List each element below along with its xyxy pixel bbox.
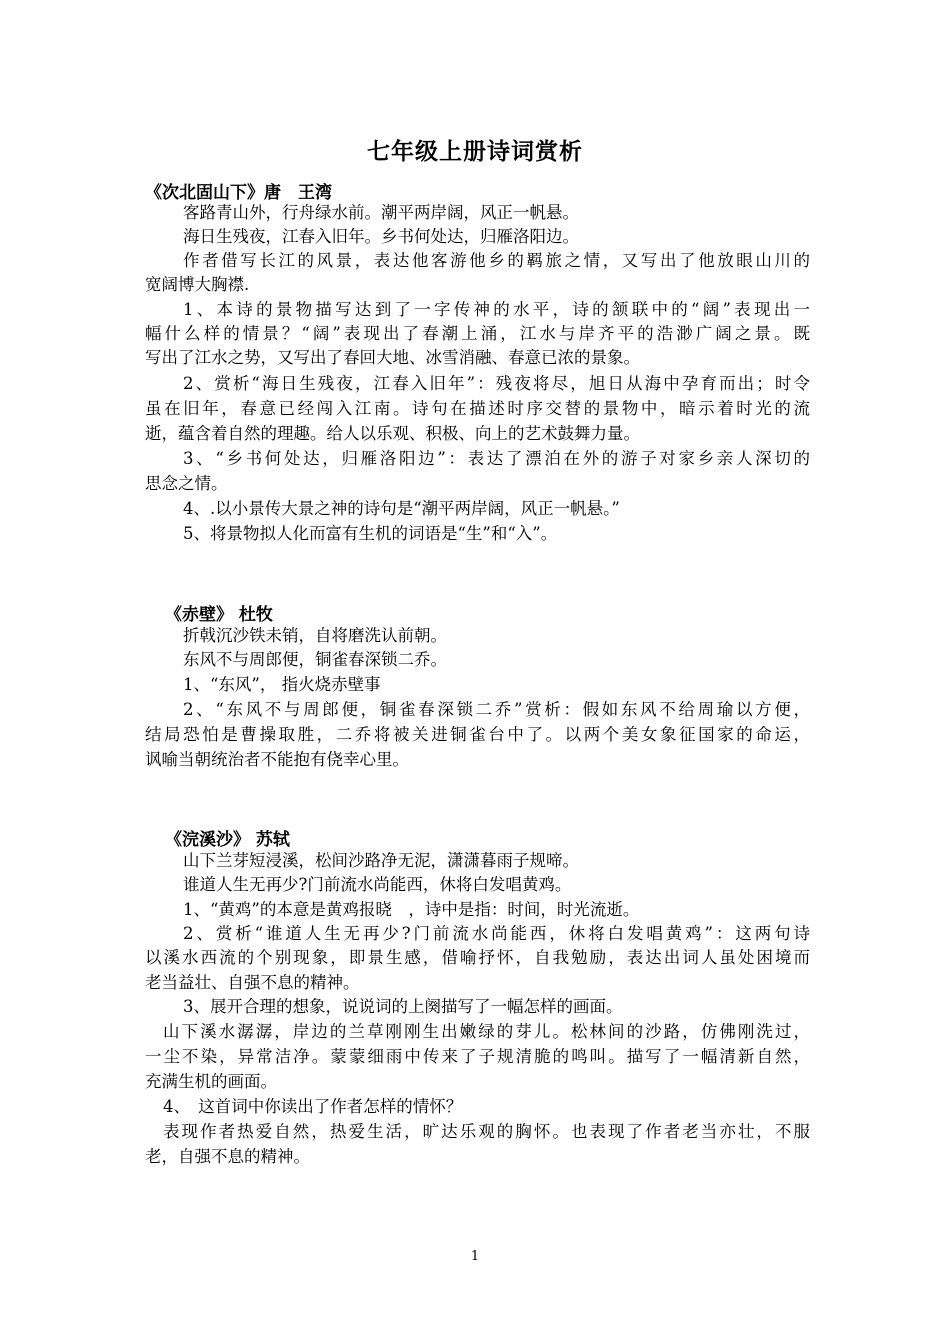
text-line: 3、“乡书何处达，归雁洛阳边”：表达了漂泊在外的游子对家乡亲人深切的 [183, 449, 810, 468]
text-line: 作者借写长江的风景，表达他客游他乡的羁旅之情，又写出了他放眼山川的 [183, 251, 810, 270]
poem-line: 东风不与周郎便，铜雀春深锁二乔。 [183, 650, 447, 669]
text-line: 3、展开合理的想象，说说词的上阕描写了一幅怎样的画面。 [183, 997, 623, 1016]
text-line: 老当益壮、自强不息的精神。 [145, 973, 360, 992]
text-line: 思念之情。 [145, 474, 228, 493]
text-line: 充满生机的画面。 [145, 1072, 277, 1091]
text-line: 老，自强不息的精神。 [145, 1147, 310, 1166]
text-line: 虽在旧年，春意已经闯入江南。诗句在描述时序交替的景物中，暗示着时光的流 [145, 399, 810, 418]
text-line: 4、.以小景传大景之神的诗句是“潮平两岸阔，风正一帆悬。” [183, 499, 620, 518]
text-line: 一尘不染，异常洁净。蒙蒙细雨中传来了子规清脆的鸣叫。描写了一幅清新自然， [145, 1047, 810, 1066]
text-line: 表现作者热爱自然，热爱生活，旷达乐观的胸怀。也表现了作者老当亦壮，不服 [163, 1122, 810, 1141]
text-line: 结局恐怕是曹操取胜，二乔将被关进铜雀台中了。以两个美女象征国家的命运， [145, 725, 810, 744]
text-line: 2、赏析“谁道人生无再少?门前流水尚能西，休将白发唱黄鸡”：这两句诗 [183, 924, 810, 943]
text-line: 5、将景物拟人化而富有生机的词语是“生”和“入”。 [183, 524, 558, 543]
text-line: 1、本诗的景物描写达到了一字传神的水平，诗的颔联中的“阔”表现出一 [183, 300, 810, 319]
text-line: 幅什么样的情景？“阔”表现出了春潮上涌，江水与岸齐平的浩渺广阔之景。既 [145, 324, 810, 343]
text-line: 逝，蕴含着自然的理趣。给人以乐观、积极、向上的艺术鼓舞力量。 [145, 424, 640, 443]
poem-line: 谁道人生无再少?门前流水尚能西，休将白发唱黄鸡。 [183, 875, 572, 894]
poem-line: 客路青山外，行舟绿水前。潮平两岸阔，风正一帆悬。 [183, 203, 579, 222]
text-line: 山下溪水潺潺，岸边的兰草刚刚生出嫩绿的芽儿。松林间的沙路，仿佛刚洗过， [163, 1022, 810, 1041]
text-line: 讽喻当朝统治者不能抱有侥幸心里。 [145, 750, 409, 769]
page-title: 七年级上册诗词赏析 [367, 138, 583, 165]
text-line: 1、“黄鸡”的本意是黄鸡报晓 ，诗中是指：时间，时光流逝。 [183, 900, 640, 919]
poem-heading-cibeigushanxia: 《次北固山下》唐 王湾 [145, 183, 332, 203]
poem-line: 折戟沉沙铁未销，自将磨洗认前朝。 [183, 626, 447, 645]
text-line: 写出了江水之势，又写出了春回大地、冰雪消融、春意已浓的景象。 [145, 348, 640, 367]
text-line: 2、赏析“海日生残夜，江春入旧年”：残夜将尽，旭日从海中孕育而出；时令 [183, 374, 810, 393]
text-line: 1、“东风”， 指火烧赤壁事 [183, 675, 381, 694]
text-line: 宽阔博大胸襟. [145, 275, 250, 294]
page-number: 1 [470, 1249, 480, 1264]
text-line: 2、“东风不与周郎便，铜雀春深锁二乔”赏析：假如东风不给周瑜以方便， [183, 700, 810, 719]
poem-heading-huanxisha: 《浣溪沙》 苏轼 [165, 830, 290, 850]
poem-heading-chibi: 《赤壁》 杜牧 [165, 605, 273, 625]
text-line: 4、 这首词中你读出了作者怎样的情怀？ [163, 1097, 463, 1116]
poem-line: 海日生残夜，江春入旧年。乡书何处达，归雁洛阳边。 [183, 227, 579, 246]
poem-line: 山下兰芽短浸溪，松间沙路净无泥，潇潇暮雨子规啼。 [183, 851, 579, 870]
text-line: 以溪水西流的个别现象，即景生感，借喻抒怀，自我勉励，表达出词人虽处困境而 [145, 948, 810, 967]
